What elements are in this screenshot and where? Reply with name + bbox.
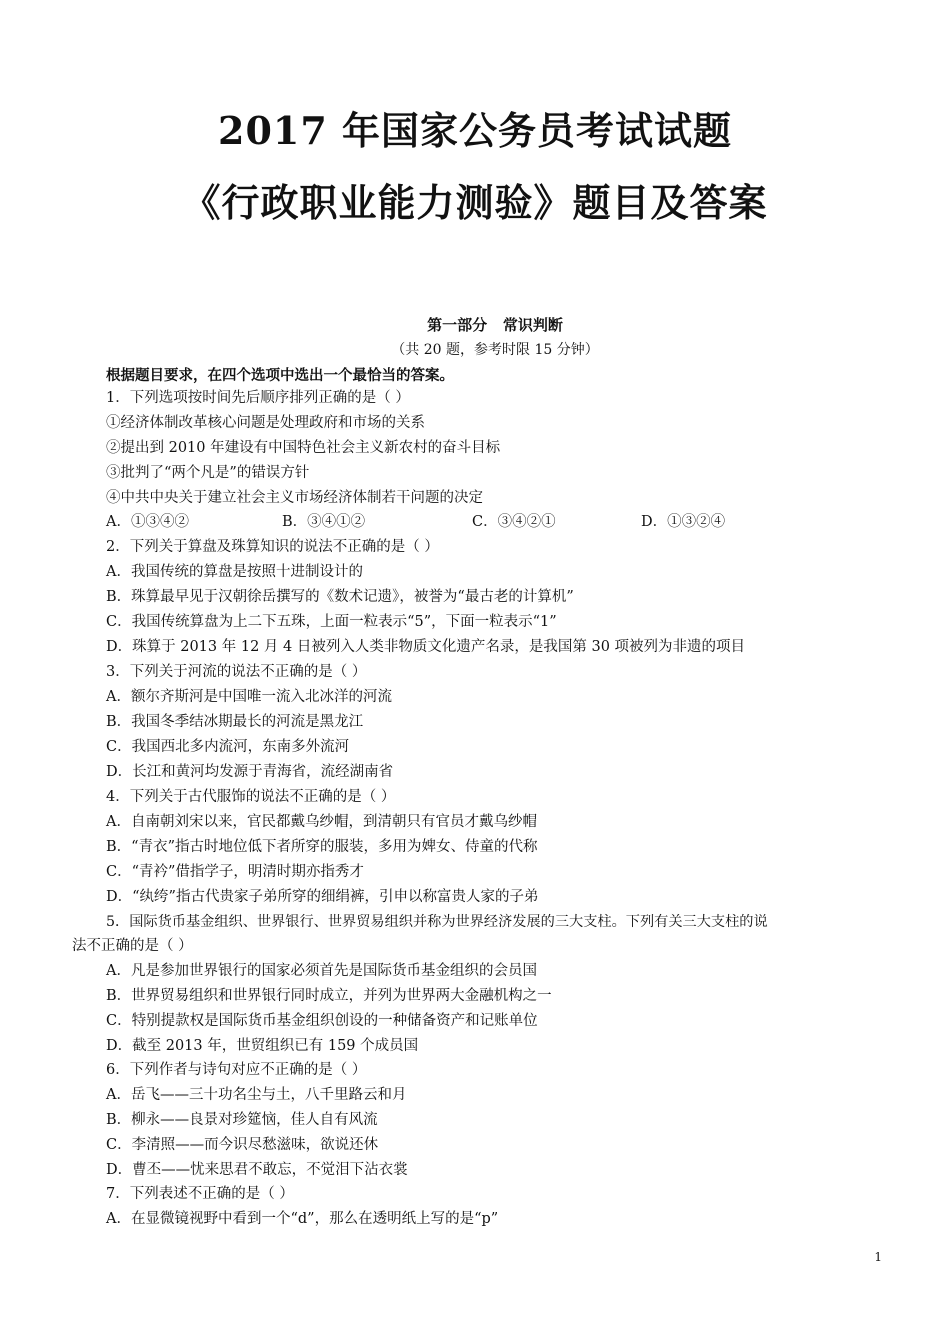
question-1-item: ④中共中央关于建立社会主义市场经济体制若干问题的决定 xyxy=(106,490,483,506)
question-1-choice-a: A．①③④② xyxy=(106,514,189,530)
question-line: A．岳飞——三十功名尘与土，八千里路云和月 xyxy=(106,1087,407,1103)
page-number: 1 xyxy=(874,1250,882,1264)
question-line: C．我国传统算盘为上二下五珠，上面一粒表示“5”，下面一粒表示“1” xyxy=(106,614,557,630)
section-title: 第一部分 常识判断 xyxy=(427,316,563,334)
document-title-line2: 《行政职业能力测验》题目及答案 xyxy=(182,180,768,225)
question-line: B．柳永——良景对珍筵恼，佳人自有风流 xyxy=(106,1112,378,1128)
question-line: 2．下列关于算盘及珠算知识的说法不正确的是（ ） xyxy=(106,539,439,555)
question-1-item: ③批判了“两个凡是”的错误方针 xyxy=(106,465,310,481)
question-line: B．我国冬季结冰期最长的河流是黑龙江 xyxy=(106,714,364,730)
question-5-stem-line1: 5．国际货币基金组织、世界银行、世界贸易组织并称为世界经济发展的三大支柱。下列有关三大支柱的说 xyxy=(106,914,768,930)
question-line: A．自南朝刘宋以来，官民都戴乌纱帽，到清朝只有官员才戴乌纱帽 xyxy=(106,814,537,830)
question-1-item: ①经济体制改革核心问题是处理政府和市场的关系 xyxy=(106,415,425,431)
question-line: D．长江和黄河均发源于青海省，流经湖南省 xyxy=(106,764,394,780)
question-line: A．在显微镜视野中看到一个“d”，那么在透明纸上写的是“p” xyxy=(106,1211,499,1227)
question-line: A．我国传统的算盘是按照十进制设计的 xyxy=(106,564,363,580)
question-1-item: ②提出到 2010 年建设有中国特色社会主义新农村的奋斗目标 xyxy=(106,440,501,456)
question-line: 3．下列关于河流的说法不正确的是（ ） xyxy=(106,664,367,680)
document-title-line1: 2017 年国家公务员考试试题 xyxy=(218,108,732,153)
question-line: C．李清照——而今识尽愁滋味，欲说还休 xyxy=(106,1137,379,1153)
section-subtitle: （共 20 题，参考时限 15 分钟） xyxy=(391,342,599,358)
question-line: B．“青衣”指古时地位低下者所穿的服装，多用为婢女、侍童的代称 xyxy=(106,839,538,855)
question-line: A．凡是参加世界银行的国家必须首先是国际货币基金组织的会员国 xyxy=(106,963,537,979)
question-line: D．截至 2013 年，世贸组织已有 159 个成员国 xyxy=(106,1038,419,1054)
question-line: 6．下列作者与诗句对应不正确的是（ ） xyxy=(106,1062,367,1078)
question-1-choice-b: B．③④①② xyxy=(282,514,366,530)
question-1-choice-c: C．③④②① xyxy=(472,514,556,530)
question-line: 4．下列关于古代服饰的说法不正确的是（ ） xyxy=(106,789,396,805)
question-line: B．世界贸易组织和世界银行同时成立，并列为世界两大金融机构之一 xyxy=(106,988,552,1004)
question-5-stem-line2: 法不正确的是（ ） xyxy=(72,938,193,954)
question-line: C．我国西北多内流河，东南多外流河 xyxy=(106,739,350,755)
question-line: 7．下列表述不正确的是（ ） xyxy=(106,1186,294,1202)
question-line: D．曹丕——忧来思君不敢忘，不觉泪下沾衣裳 xyxy=(106,1162,408,1178)
question-line: C．“青衿”借指学子，明清时期亦指秀才 xyxy=(106,864,364,880)
question-1-choice-d: D．①③②④ xyxy=(641,514,726,530)
question-line: A．额尔齐斯河是中国唯一流入北冰洋的河流 xyxy=(106,689,392,705)
question-line: C．特别提款权是国际货币基金组织创设的一种储备资产和记账单位 xyxy=(106,1013,538,1029)
question-line: B．珠算最早见于汉朝徐岳撰写的《数术记遗》，被誉为“最古老的计算机” xyxy=(106,589,574,605)
question-1-stem: 1．下列选项按时间先后顺序排列正确的是（ ） xyxy=(106,390,410,406)
question-line: D．“纨绔”指古代贵家子弟所穿的细绢裤，引申以称富贵人家的子弟 xyxy=(106,889,539,905)
section-instruction: 根据题目要求，在四个选项中选出一个最恰当的答案。 xyxy=(106,367,454,384)
question-line: D．珠算于 2013 年 12 月 4 日被列入人类非物质文化遗产名录，是我国第 30 项被列为非遗的项目 xyxy=(106,639,746,655)
